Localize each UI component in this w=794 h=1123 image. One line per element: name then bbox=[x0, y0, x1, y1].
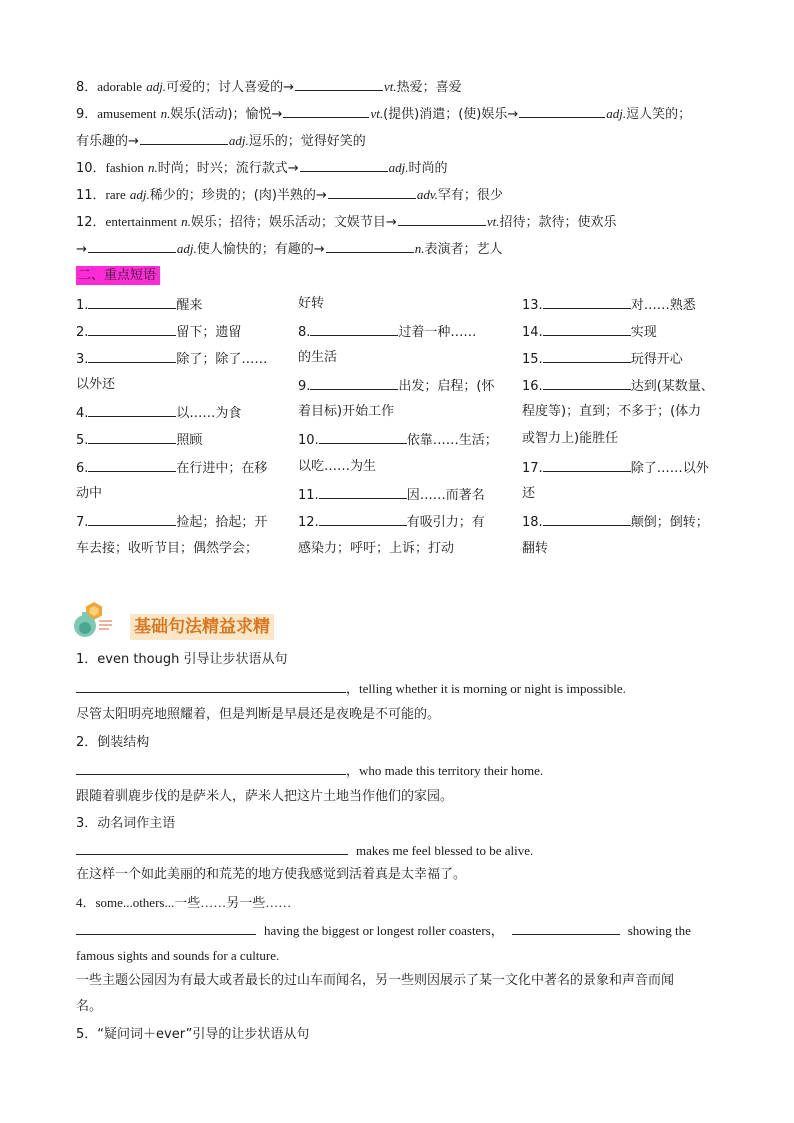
vocab-item-10: 10．fashion n.时尚；时兴；流行款式→ adj.时尚的 bbox=[76, 160, 448, 176]
answer-blank[interactable] bbox=[88, 512, 176, 526]
phrase-8-cont: 的生活 bbox=[298, 350, 338, 365]
answer-blank[interactable] bbox=[76, 841, 348, 855]
grammar-sentence-1: ，telling whether it is morning or night is impossible. bbox=[76, 679, 726, 699]
phrase-18: 18. 颠倒；倒转； bbox=[522, 512, 709, 532]
answer-blank[interactable] bbox=[326, 239, 414, 253]
grammar-title-4: 4．some...others...一些……另一些…… bbox=[76, 895, 292, 910]
answer-blank[interactable] bbox=[512, 921, 620, 935]
phrase-9-cont: 着目标)开始工作 bbox=[298, 404, 395, 419]
phrase-8: 8. 过着一种…… bbox=[298, 322, 476, 342]
phrase-6-cont: 动中 bbox=[76, 486, 103, 501]
grammar-translation-2: 跟随着驯鹿步伐的是萨米人，萨米人把这片土地当作他们的家园。 bbox=[76, 789, 454, 804]
vocab-item-12: 12．entertainment n.娱乐；招待；娱乐活动；文娱节目→ vt.招待；款待；使欢乐 bbox=[76, 214, 617, 230]
answer-blank[interactable] bbox=[295, 77, 383, 91]
phrase-7-cont: 车去接；收听节目；偶然学会； bbox=[76, 541, 259, 556]
answer-blank[interactable] bbox=[543, 512, 631, 526]
grammar-title-3: 3．动名词作主语 bbox=[76, 816, 176, 831]
grammar-translation-4: 一些主题公园因为有最大或者最长的过山车而闻名，另一些则因展示了某一文化中著名的景象和声音而闻 bbox=[76, 973, 675, 988]
grammar-title-2: 2．倒装结构 bbox=[76, 735, 150, 750]
phrase-3-cont: 以外还 bbox=[76, 377, 116, 392]
answer-blank[interactable] bbox=[543, 322, 631, 336]
answer-blank[interactable] bbox=[88, 430, 176, 444]
answer-blank[interactable] bbox=[310, 376, 398, 390]
answer-blank[interactable] bbox=[398, 212, 486, 226]
grammar-translation-3: 在这样一个如此美丽的和荒芜的地方使我感觉到活着真是太幸福了。 bbox=[76, 867, 467, 882]
phrase-10: 10. 依靠……生活； bbox=[298, 430, 498, 450]
answer-blank[interactable] bbox=[543, 349, 631, 363]
vocab-item-11: 11．rare adj.稀少的；珍贵的；(肉)半熟的→ adv.罕有；很少 bbox=[76, 187, 503, 203]
answer-blank[interactable] bbox=[319, 430, 407, 444]
answer-blank[interactable] bbox=[310, 322, 398, 336]
grammar-translation-4-cont: 名。 bbox=[76, 999, 103, 1014]
section-title: 基础句法精益求精 bbox=[130, 614, 274, 640]
vocab-item-12-cont: → adj.使人愉快的；有趣的→ n.表演者；艺人 bbox=[76, 241, 503, 257]
answer-blank[interactable] bbox=[88, 403, 176, 417]
flask-icon bbox=[72, 600, 114, 642]
phrase-12: 12. 有吸引力；有 bbox=[298, 512, 485, 532]
answer-blank[interactable] bbox=[76, 921, 256, 935]
phrase-17-cont: 还 bbox=[522, 486, 536, 501]
phrase-12-cont: 感染力；呼吁；上诉；打动 bbox=[298, 541, 455, 556]
vocab-item-9: 9．amusement n.娱乐(活动)；愉悦→ vt.(提供)消遣；(使)娱乐→ adj.逗人笑的； bbox=[76, 106, 692, 122]
phrase-14: 14. 实现 bbox=[522, 322, 657, 342]
phrase-16: 16. 达到(某数量、 bbox=[522, 376, 714, 396]
answer-blank[interactable] bbox=[300, 158, 388, 172]
phrase-16-cont-2: 或智力上)能胜任 bbox=[522, 431, 619, 446]
grammar-sentence-4-cont: famous sights and sounds for a culture. bbox=[76, 948, 280, 963]
answer-blank[interactable] bbox=[88, 349, 176, 363]
phrases-heading: 二、重点短语 bbox=[76, 266, 160, 285]
grammar-title-1: 1．even though 引导让步状语从句 bbox=[76, 652, 288, 667]
answer-blank[interactable] bbox=[543, 458, 631, 472]
answer-blank[interactable] bbox=[328, 185, 416, 199]
phrase-11: 11. 因……而著名 bbox=[298, 485, 485, 505]
answer-blank[interactable] bbox=[76, 679, 346, 693]
grammar-sentence-2: ，who made this territory their home. bbox=[76, 761, 726, 781]
answer-blank[interactable] bbox=[543, 376, 631, 390]
answer-blank[interactable] bbox=[319, 512, 407, 526]
phrase-7: 7. 捡起；拾起；开 bbox=[76, 512, 267, 532]
answer-blank[interactable] bbox=[76, 761, 346, 775]
grammar-translation-1: 尽管太阳明亮地照耀着，但是判断是早晨还是夜晚是不可能的。 bbox=[76, 707, 441, 722]
answer-blank[interactable] bbox=[88, 322, 176, 336]
phrase-13: 13. 对……熟悉 bbox=[522, 295, 696, 315]
vocab-item-9-cont: 有乐趣的→ adj.逗乐的；觉得好笑的 bbox=[76, 133, 366, 149]
phrase-10-cont: 以吃……为生 bbox=[298, 459, 377, 474]
grammar-sentence-4: having the biggest or longest roller coasters， showing the bbox=[76, 921, 726, 941]
phrase-16-cont: 程度等)；直到；不多于；(体力 bbox=[522, 404, 702, 419]
answer-blank[interactable] bbox=[88, 295, 176, 309]
answer-blank[interactable] bbox=[283, 104, 369, 118]
phrase-4: 4. 以……为食 bbox=[76, 403, 241, 423]
vocab-item-8: 8．adorable adj.可爱的；讨人喜爱的→ vt.热爱；喜爱 bbox=[76, 79, 462, 95]
phrase-6: 6. 在行进中；在移 bbox=[76, 458, 267, 478]
phrase-18-cont: 翻转 bbox=[522, 541, 549, 556]
answer-blank[interactable] bbox=[88, 239, 176, 253]
phrase-3: 3. 除了；除了…… bbox=[76, 349, 267, 369]
answer-blank[interactable] bbox=[140, 131, 228, 145]
phrase-9: 9. 出发；启程；(怀 bbox=[298, 376, 494, 396]
phrase-1: 1. 醒来 bbox=[76, 295, 202, 315]
phrase-15: 15. 玩得开心 bbox=[522, 349, 683, 369]
answer-blank[interactable] bbox=[319, 485, 407, 499]
phrase-5: 5. 照顾 bbox=[76, 430, 202, 450]
phrase-2: 2. 留下；遗留 bbox=[76, 322, 241, 342]
phrase-7-cont-2: 好转 bbox=[298, 296, 325, 311]
grammar-title-5: 5．“疑问词＋ever”引导的让步状语从句 bbox=[76, 1027, 310, 1042]
answer-blank[interactable] bbox=[88, 458, 176, 472]
grammar-sentence-3: makes me feel blessed to be alive. bbox=[76, 841, 726, 861]
phrase-17: 17. 除了……以外 bbox=[522, 458, 709, 478]
answer-blank[interactable] bbox=[519, 104, 605, 118]
answer-blank[interactable] bbox=[543, 295, 631, 309]
